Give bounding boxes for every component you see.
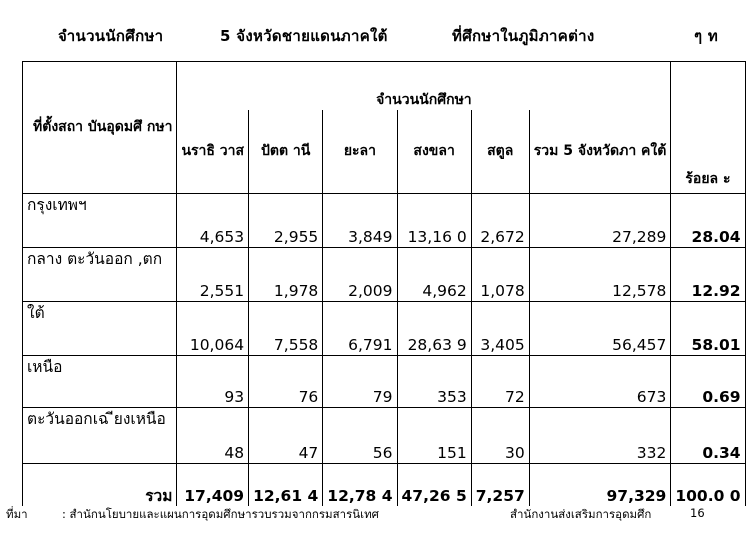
title-part-students: จำนวนนักศึกษา <box>58 27 164 45</box>
value-cell: 13,16 0 <box>397 194 471 248</box>
column-header-narathiwat: นราธิ วาส <box>177 110 249 194</box>
value-cell: 3,405 <box>471 302 529 356</box>
column-header-pattani: ปัตต านี <box>249 110 323 194</box>
percent-cell: 0.69 <box>671 356 745 408</box>
office-name: สำนักงานส่งเสริมการอุดมศึก <box>510 507 652 521</box>
percent-cell: 58.01 <box>671 302 745 356</box>
value-cell: 2,672 <box>471 194 529 248</box>
corner-header: ที่ตั้งสถา บันอุดมศึ กษา <box>23 62 177 194</box>
region-cell: กลาง ตะวันออก ,ตก <box>23 248 177 302</box>
value-cell: 12,578 <box>529 248 671 302</box>
column-header-songkhla: สงขลา <box>397 110 471 194</box>
total-value-cell: 97,329 <box>529 464 671 506</box>
column-header-satun: สตูล <box>471 110 529 194</box>
value-cell: 30 <box>471 408 529 464</box>
value-cell: 48 <box>177 408 249 464</box>
region-cell: เหนือ <box>23 356 177 408</box>
value-cell: 28,63 9 <box>397 302 471 356</box>
title-part-regions: ที่ศึกษาในภูมิภาคต่าง <box>452 27 595 45</box>
value-cell: 56,457 <box>529 302 671 356</box>
value-cell: 56 <box>323 408 397 464</box>
total-value-cell: 12,61 4 <box>249 464 323 506</box>
value-cell: 1,978 <box>249 248 323 302</box>
percent-cell: 12.92 <box>671 248 745 302</box>
region-cell: ตะวันออกเฉ ียงเหนือ <box>23 408 177 464</box>
page-title <box>0 24 720 52</box>
value-cell: 93 <box>177 356 249 408</box>
table-row <box>23 408 746 464</box>
value-cell: 1,078 <box>471 248 529 302</box>
percent-cell: 28.04 <box>671 194 745 248</box>
title-part-truncated: ๆ ท <box>694 27 719 45</box>
total-value-cell: 12,78 4 <box>323 464 397 506</box>
total-label: รวม <box>23 464 177 506</box>
value-cell: 10,064 <box>177 302 249 356</box>
value-cell: 3,849 <box>323 194 397 248</box>
total-value-cell: 47,26 5 <box>397 464 471 506</box>
source-text: : สำนักนโยบายและแผนการอุดมศึกษารวบรวมจากกรมสารนิเทศ <box>62 507 379 521</box>
value-cell: 151 <box>397 408 471 464</box>
total-percent-cell: 100.0 0 <box>671 464 745 506</box>
source-footer <box>0 506 720 526</box>
region-cell: ใต้ <box>23 302 177 356</box>
table-row <box>23 302 746 356</box>
page-number: 16 <box>690 506 705 520</box>
value-cell: 2,551 <box>177 248 249 302</box>
table-row <box>23 356 746 408</box>
value-cell: 673 <box>529 356 671 408</box>
total-value-cell: 7,257 <box>471 464 529 506</box>
total-row <box>23 464 746 506</box>
value-cell: 27,289 <box>529 194 671 248</box>
title-part-provinces: 5 จังหวัดชายแดนภาคใต้ <box>220 27 388 45</box>
value-cell: 2,955 <box>249 194 323 248</box>
value-cell: 332 <box>529 408 671 464</box>
region-cell: กรุงเทพฯ <box>23 194 177 248</box>
value-cell: 4,962 <box>397 248 471 302</box>
total-value-cell: 17,409 <box>177 464 249 506</box>
value-cell: 4,653 <box>177 194 249 248</box>
student-stats-table <box>22 61 746 506</box>
column-header-total-5: รวม 5 จังหวัดภา คใต้ <box>529 110 671 194</box>
source-label: ที่มา <box>6 507 28 521</box>
column-header-percent: ร้อยล ะ <box>671 62 745 194</box>
value-cell: 47 <box>249 408 323 464</box>
value-cell: 79 <box>323 356 397 408</box>
group-header: จำนวนนักศึกษา <box>177 62 671 110</box>
column-header-yala: ยะลา <box>323 110 397 194</box>
value-cell: 6,791 <box>323 302 397 356</box>
value-cell: 76 <box>249 356 323 408</box>
table-row <box>23 248 746 302</box>
percent-cell: 0.34 <box>671 408 745 464</box>
value-cell: 353 <box>397 356 471 408</box>
value-cell: 7,558 <box>249 302 323 356</box>
value-cell: 72 <box>471 356 529 408</box>
table-row <box>23 194 746 248</box>
value-cell: 2,009 <box>323 248 397 302</box>
